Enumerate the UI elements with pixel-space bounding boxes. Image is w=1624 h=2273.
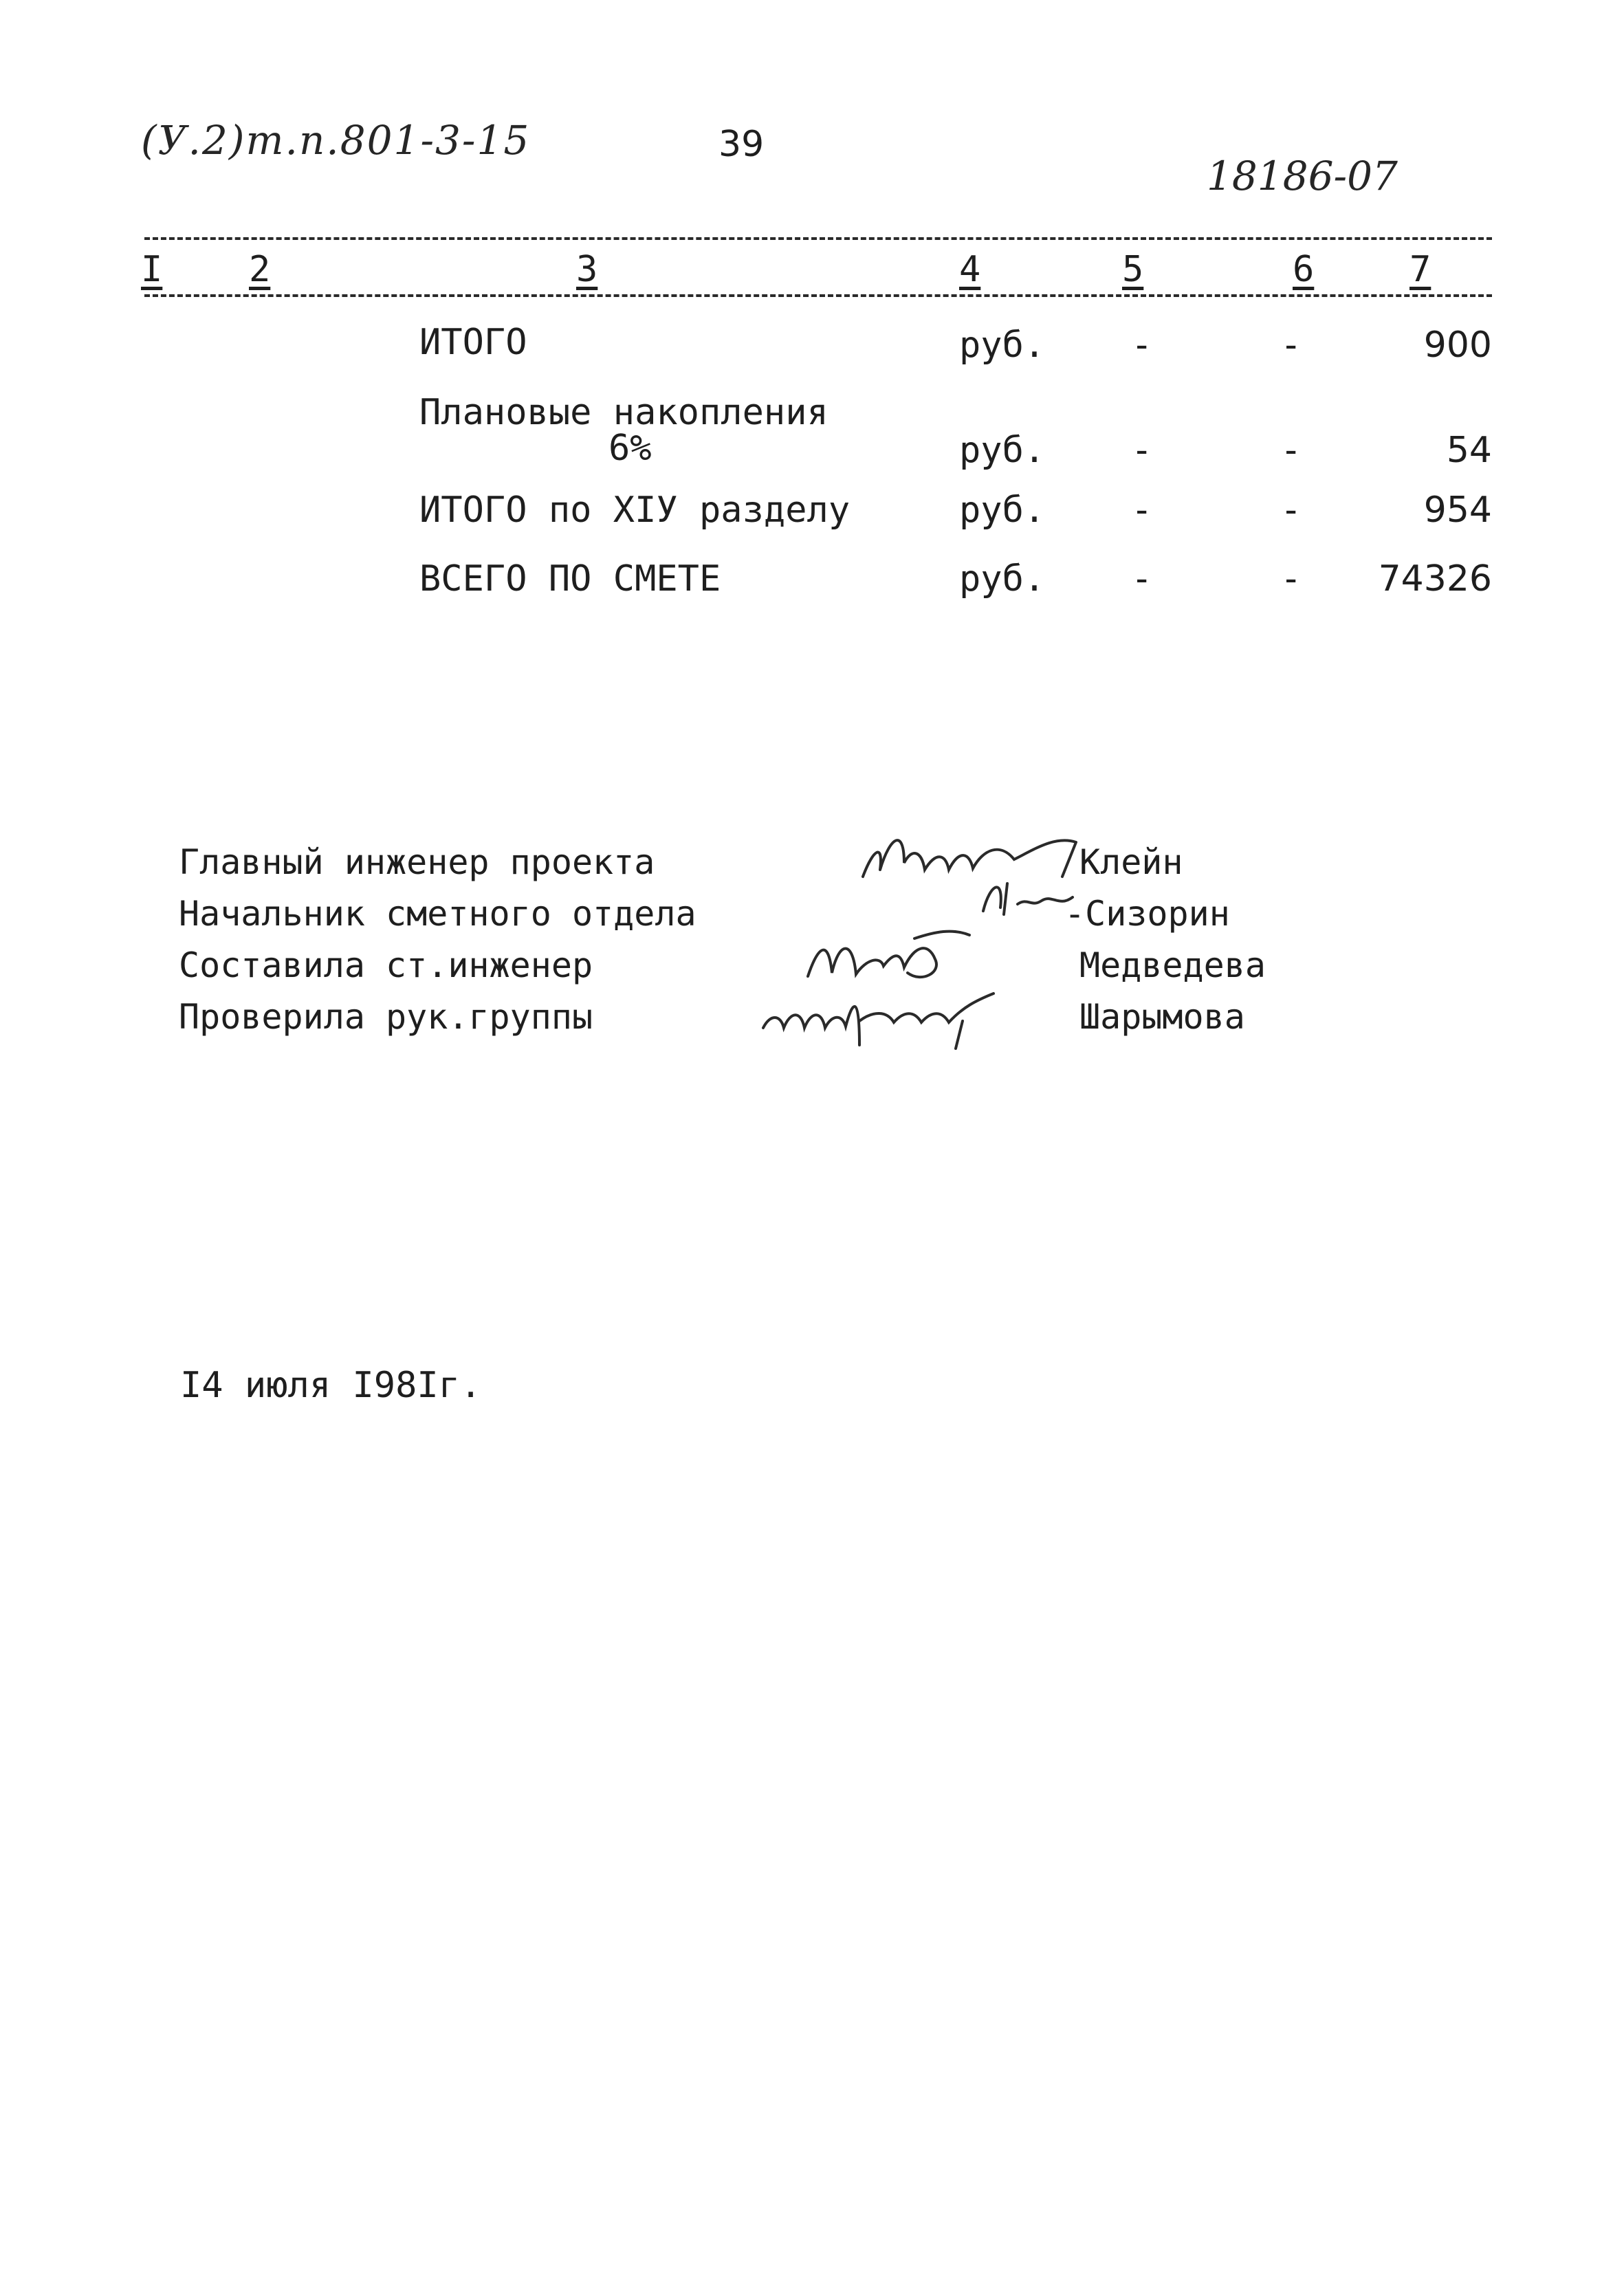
row-value: 74326 [1378, 558, 1492, 600]
signatory-title: Проверила рук.группы [179, 997, 593, 1037]
column-header-3: 3 [576, 249, 598, 290]
column-header-5: 5 [1122, 249, 1144, 290]
document-number: 18186-07 [1207, 153, 1398, 199]
row-value: 900 [1423, 325, 1492, 366]
signatory-name: Клейн [1079, 842, 1183, 882]
column-header-6: 6 [1293, 249, 1315, 290]
row-value: 54 [1446, 430, 1492, 471]
row-col6: - [1280, 558, 1302, 600]
column-header-4: 4 [959, 249, 981, 290]
row-value: 954 [1423, 490, 1492, 531]
row-col5: - [1131, 430, 1153, 471]
page-number: 39 [718, 124, 765, 165]
table-header-rule [144, 294, 1492, 297]
signatory-title: Составила ст.инженер [179, 945, 593, 985]
column-header-7: 7 [1409, 249, 1431, 290]
row-label: Плановые накопления [419, 392, 829, 433]
row-label: ИТОГО [419, 322, 527, 363]
signatory-title: Начальник сметного отдела [179, 894, 696, 934]
row-col5: - [1131, 325, 1153, 366]
document-code: (У.2)т.п.801-3-15 [141, 117, 531, 164]
signatory-name: -Сизорин [1064, 894, 1230, 934]
signatory-name: Шарымова [1079, 997, 1245, 1037]
row-col6: - [1280, 490, 1302, 531]
row-label: ИТОГО по ХIУ разделу [419, 490, 851, 531]
row-unit: руб. [959, 325, 1046, 366]
row-col6: - [1280, 325, 1302, 366]
signature-sharymova [756, 980, 1004, 1055]
row-unit: руб. [959, 490, 1046, 531]
column-header-1: I [141, 249, 163, 290]
row-unit: руб. [959, 558, 1046, 600]
row-label: ВСЕГО ПО СМЕТЕ [419, 558, 721, 600]
table-top-rule [144, 237, 1492, 240]
row-col6: - [1280, 430, 1302, 471]
row-col5: - [1131, 490, 1153, 531]
document-date: I4 июля I98Iг. [180, 1365, 482, 1406]
row-sublabel: 6% [608, 428, 652, 469]
signatory-name: Медведева [1079, 945, 1266, 985]
signatory-title: Главный инженер проекта [179, 842, 655, 882]
row-unit: руб. [959, 430, 1046, 471]
row-col5: - [1131, 558, 1153, 600]
column-header-2: 2 [249, 249, 271, 290]
